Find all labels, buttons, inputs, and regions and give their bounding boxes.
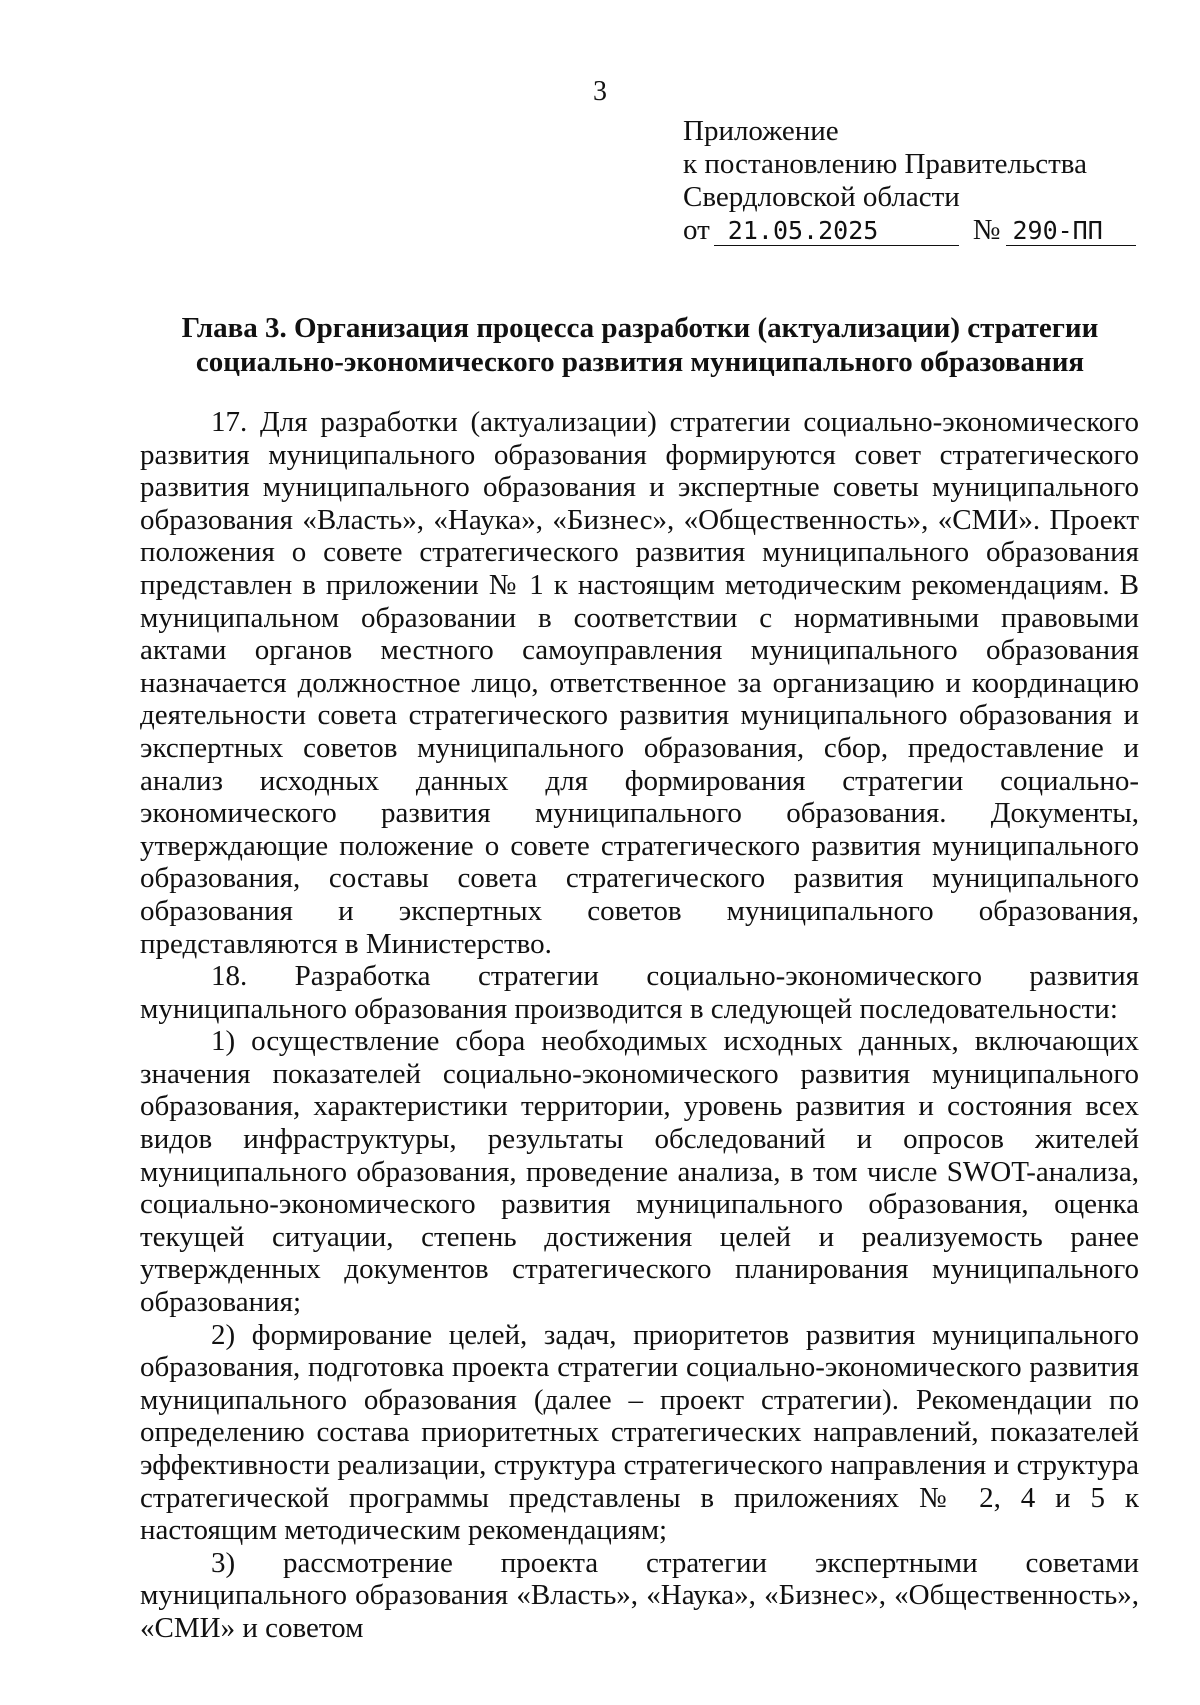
decree-date: 21.05.2025 bbox=[714, 217, 959, 246]
appendix-line-1: Приложение bbox=[683, 115, 839, 147]
from-label: от bbox=[683, 214, 710, 246]
appendix-line-3: Свердловской области bbox=[683, 181, 960, 213]
body-text bbox=[140, 406, 1139, 1645]
appendix-reference-line bbox=[683, 214, 1136, 247]
page-number: 3 bbox=[593, 76, 607, 107]
chapter-title bbox=[140, 311, 1140, 379]
appendix-block bbox=[683, 115, 1136, 247]
chapter-title-line-2: социально-экономического развития муниципального образования bbox=[195, 346, 1085, 378]
list-item-2: 2) формирование целей, задач, приоритетов развития муниципального образования, подготовка проекта стратегии социально-экономического развития муниципального образования (далее – проект стратегии). Рекомендации по определению состава приоритетных стратегических направлений, показателей эффективности реализации, структура стратегического направления и структура стратегической программы представлены в приложениях № 2, 4 и 5 к настоящим методическим рекомендациям; bbox=[140, 1318, 1139, 1547]
list-item-3: 3) рассмотрение проекта стратегии экспертными советами муниципального образования «Власть», «Наука», «Бизнес», «Общественность», «СМИ» и советом bbox=[140, 1546, 1139, 1644]
chapter-title-line-1: Глава 3. Организация процесса разработки (актуализации) стратегии bbox=[181, 312, 1099, 344]
appendix-line-2: к постановлению Правительства bbox=[683, 148, 1087, 180]
decree-number: 290-ПП bbox=[1006, 217, 1136, 246]
paragraph-18: 18. Разработка стратегии социально-экономического развития муниципального образования производится в следующей последовательности: bbox=[140, 960, 1139, 1025]
number-label: № bbox=[972, 214, 1001, 246]
paragraph-17: 17. Для разработки (актуализации) стратегии социально-экономического развития муниципального образования формируются совет стратегического развития муниципального образования и экспертные советы муниципального образования «Власть», «Наука», «Бизнес», «Общественность», «СМИ». Проект положения о совете стратегического развития муниципального образования представлен в приложении № 1 к настоящим методическим рекомендациям. В муниципальном образовании в соответствии с нормативными правовыми актами органов местного самоуправления муниципального образования назначается должностное лицо, ответственное за организацию и координацию деятельности совета стратегического развития муниципального образования и экспертных советов муниципального образования, сбор, предоставление и анализ исходных данных для формирования стратегии социально-экономического развития муниципального образования. Документы, утверждающие положение о совете стратегического развития муниципального образования, составы совета стратегического развития муниципального образования и экспертных советов муниципального образования, представляются в Министерство. bbox=[140, 406, 1139, 960]
list-item-1: 1) осуществление сбора необходимых исходных данных, включающих значения показателей социально-экономического развития муниципального образования, характеристики территории, уровень развития и состояния всех видов инфраструктуры, результаты обследований и опросов жителей муниципального образования, проведение анализа, в том числе SWOT-анализа, социально-экономического развития муниципального образования, оценка текущей ситуации, степень достижения целей и реализуемость ранее утвержденных документов стратегического планирования муниципального образования; bbox=[140, 1025, 1139, 1319]
